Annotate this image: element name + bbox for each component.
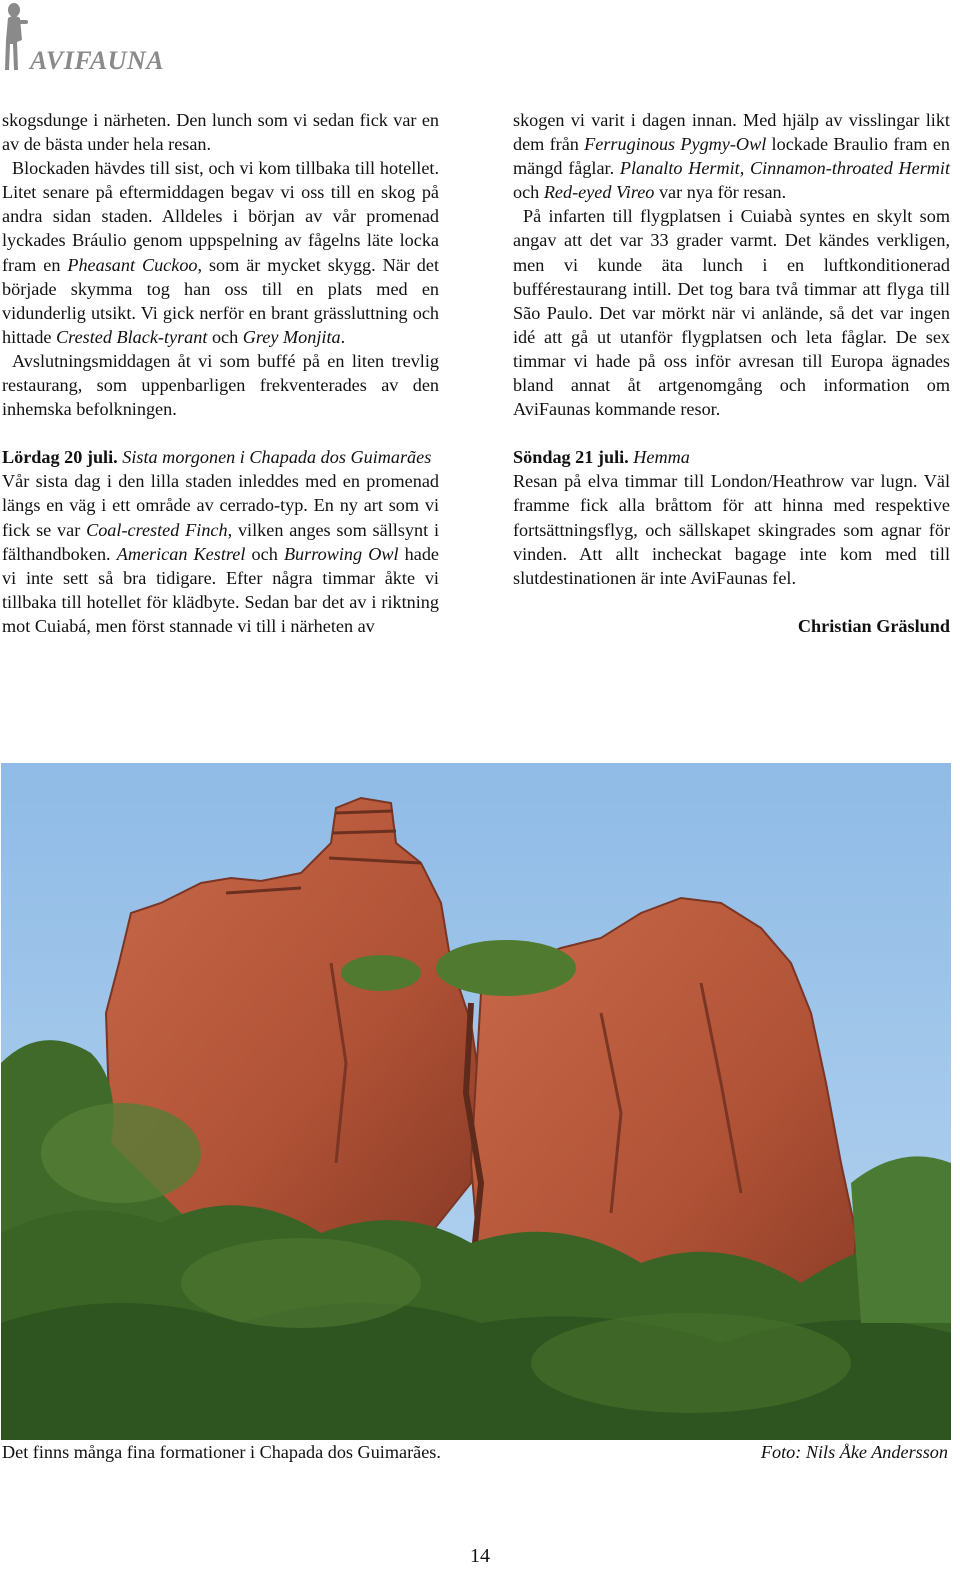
rock-formation-illustration xyxy=(1,763,951,1440)
paragraph: På infarten till flygplatsen i Cuiabà syntes en skylt som angav att det var 33 grader varmt. Det kändes verkligen, men vi kunde äta lunch i en luftkonditionerad bufférestaurang intill. Det tog bara två timmar att flyga till São Paulo. Det var mörkt när vi anlände, så det var ingen idé att gå ut utanför flygplatsen och leta fåglar. De sex timmar vi hade på oss inför avresan till Europa ägnades bland annat åt artgenomgång och information om AviFaunas kommande resor. xyxy=(513,206,950,420)
paragraph: Vår sista dag i den lilla staden inleddes med en promenad längs en väg i ett område av cerrado-typ. En ny art som vi fick se var Coal-crested Finch, vilken anges som sällsynt i fälthandboken. American Kestrel och Burrowing Owl hade vi inte sett så bra tidigare. Efter några timmar åkte vi tillbaka till hotellet för klädbyte. Sedan bar det av i riktning mot Cuiabá, men först stannade vi till i närheten av xyxy=(2,471,439,636)
species-name: Pheasant Cuckoo xyxy=(67,254,198,275)
species-name: Planalto Hermit xyxy=(619,158,740,179)
day-section-heading xyxy=(513,445,950,469)
paragraph: Blockaden hävdes till sist, och vi kom tillbaka till hotellet. Litet senare på eftermiddagen begav vi oss till en skog på andra sidan staden. Alldeles i början av vår promenad lyckades Bráulio genom uppspelning av fågelns läte locka fram en Pheasant Cuckoo, som är mycket skygg. När det började skymma tog han oss till en plats med en vidunderlig utsikt. Vi gick nerför en brant grässluttning och hittade Crested Black-tyrant och Grey Monjita. xyxy=(2,158,440,347)
day-subtitle: Hemma xyxy=(633,447,690,468)
author-signature: Christian Gräslund xyxy=(797,615,950,636)
species-name: Crested Black-tyrant xyxy=(56,326,208,347)
day-section-heading xyxy=(2,445,439,469)
paragraph: Avslutningsmiddagen åt vi som buffé på en liten trevlig restaurang, som uppenbarligen frekventerades av den inhemska befolkningen. xyxy=(2,350,439,420)
right-column xyxy=(513,108,950,638)
paragraph: Resan på elva timmar till London/Heathrow var lugn. Väl framme fick alla bråttom för att hinna med respektive fortsättningsflyg, och sällskapet skingrades som agnar för vinden. Att allt incheckat bagage inte kom med till slutdestinationen är inte AviFaunas fel. xyxy=(513,471,950,588)
day-heading: Söndag 21 juli. xyxy=(513,447,629,468)
day-subtitle: Sista morgonen i Chapada dos Guimarães xyxy=(122,447,432,468)
left-column xyxy=(2,108,439,638)
day-heading: Lördag 20 juli. xyxy=(2,447,118,468)
avifauna-logo xyxy=(0,0,200,80)
page-number: 14 xyxy=(470,1545,490,1567)
species-name: Cinnamon-throated Hermit xyxy=(749,158,951,179)
photo-credit: Foto: Nils Åke Andersson xyxy=(760,1442,948,1462)
species-name: Ferruginous Pygmy-Owl xyxy=(584,134,767,155)
species-name: Red-eyed Vireo xyxy=(543,182,655,203)
photo-caption-row xyxy=(2,1440,948,1464)
logo-text: AVIFAUNA xyxy=(30,46,165,75)
rock-formation-photo xyxy=(1,763,951,1440)
paragraph: skogen vi varit i dagen innan. Med hjälp av visslingar likt dem från Ferruginous Pygmy-Owl lockade Braulio fram en mängd fåglar. Planalto Hermit, Cinnamon-throated Hermit och Red-eyed Vireo var nya för resan. xyxy=(513,110,951,203)
species-name: Burrowing Owl xyxy=(283,543,399,564)
photo-caption: Det finns många fina formationer i Chapada dos Guimarães. xyxy=(2,1442,441,1462)
species-name: Grey Monjita xyxy=(242,326,341,347)
species-name: Coal-crested Finch xyxy=(86,519,228,540)
species-name: American Kestrel xyxy=(116,543,246,564)
paragraph: skogsdunge i närheten. Den lunch som vi sedan fick var en av de bästa under hela resan. xyxy=(2,110,439,155)
